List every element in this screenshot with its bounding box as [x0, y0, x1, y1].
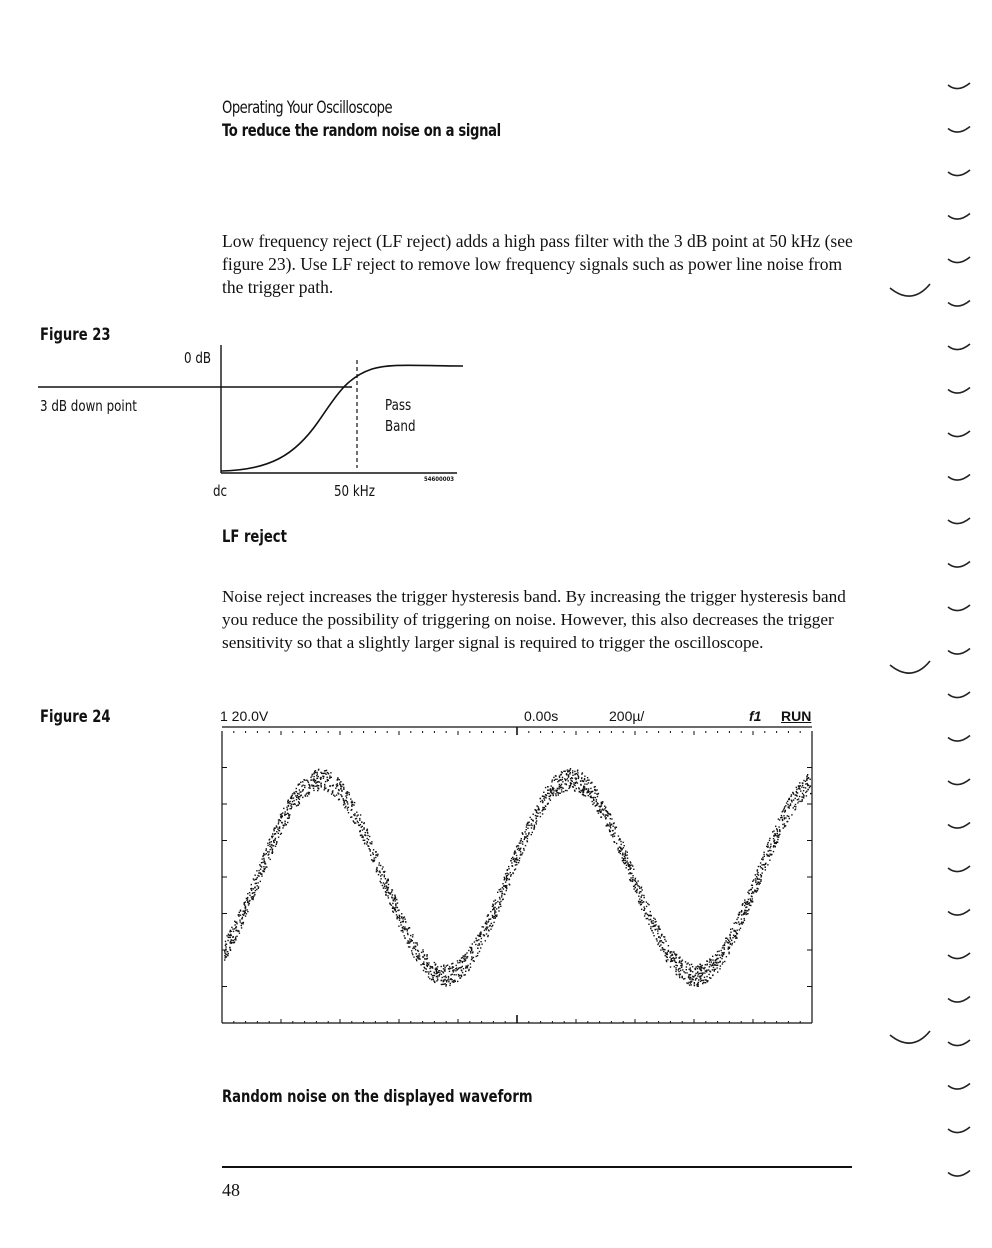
run-status: RUN	[781, 708, 812, 724]
dc-label: dc	[213, 482, 228, 500]
zero-db-label: 0 dB	[184, 349, 212, 367]
channel-scale: 1 20.0V	[220, 708, 269, 724]
page-number: 48	[222, 1180, 240, 1200]
figure-code: 54600003	[424, 476, 455, 483]
band-label: Band	[385, 417, 416, 435]
time-scale: 200µ/	[609, 708, 645, 724]
three-db-label: 3 dB down point	[40, 397, 137, 415]
freq-label: 50 kHz	[334, 482, 375, 500]
running-header-topic: To reduce the random noise on a signal	[222, 121, 501, 141]
figure-23-caption: LF reject	[222, 527, 287, 547]
figure-23-label: Figure 23	[40, 325, 111, 345]
trigger-indicator: f1	[749, 708, 762, 724]
paragraph-lf-reject: Low frequency reject (LF reject) adds a high pass filter with the 3 dB point at 50 kHz (see figure 23). Use LF reject to remove low frequency signals such as power line noise from the trigger path.	[222, 231, 853, 297]
figure-24-caption: Random noise on the displayed waveform	[222, 1087, 533, 1107]
figure-24-label: Figure 24	[40, 707, 111, 727]
running-header-section: Operating Your Oscilloscope	[222, 98, 393, 118]
time-offset: 0.00s	[524, 708, 559, 724]
paragraph-noise-reject: Noise reject increases the trigger hysteresis band. By increasing the trigger hysteresis band you reduce the possibility of triggering on noise. However, this also decreases the trigger sensitivity so that a slightly larger signal is required to trigger the oscilloscope.	[222, 587, 846, 652]
pass-label: Pass	[385, 396, 412, 414]
